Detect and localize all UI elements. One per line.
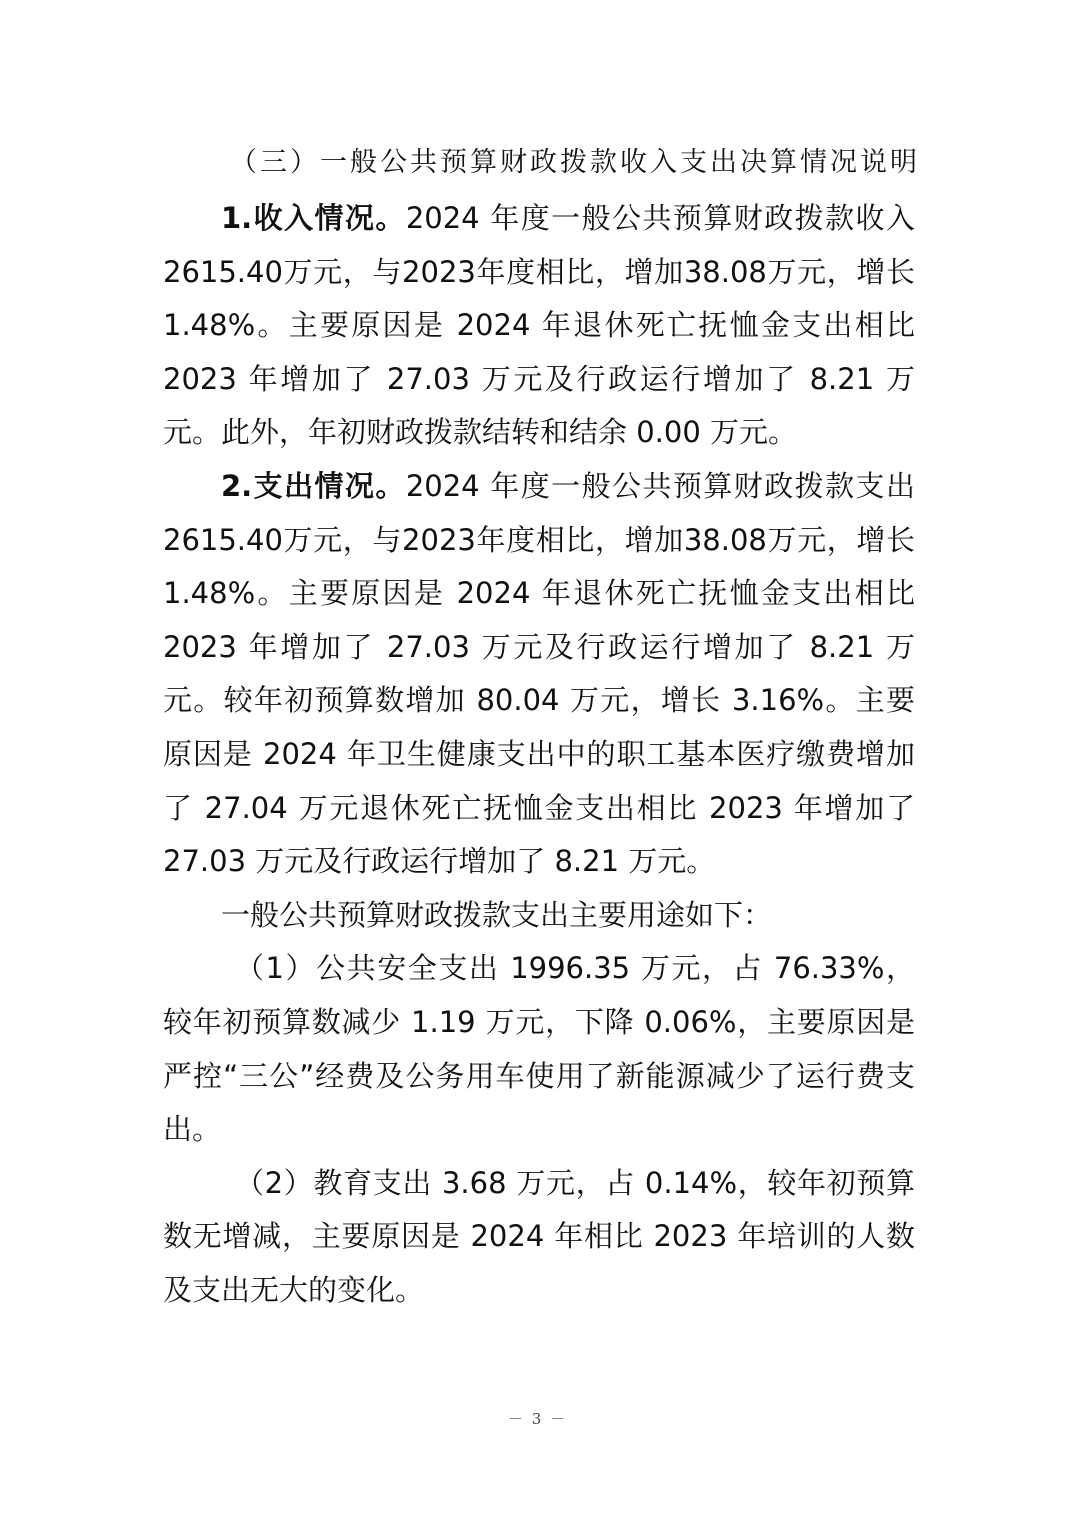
page-number: － 3 － xyxy=(507,1410,568,1428)
document-body xyxy=(163,192,915,1317)
expenditure-paragraph xyxy=(163,460,915,889)
use-item-public-security: （1）公共安全支出 1996.35 万元，占 76.33%，较年初预算数减少 1.19 万元，下降 0.06%，主要原因是严控“三公”经费及公务用车使用了新能源减少了运行费支出。 xyxy=(163,951,915,1147)
income-paragraph xyxy=(163,192,915,460)
expenditure-text: 2024 年度一般公共预算财政拨款支出 2615.40万元，与2023年度相比，增加38.08万元，增长1.48%。主要原因是 2024 年退休死亡抚恤金支出相比 2023 年增加了 27.03 万元及行政运行增加了 8.21 万元。较年初预算数增加 80.04 万元，增长 3.16%。主要原因是 2024 年卫生健康支出中的职工基本医疗缴费增加了 27.04 万元退休死亡抚恤金支出相比 2023 年增加了 27.03 万元及行政运行增加了 8.21 万元。 xyxy=(163,468,915,879)
income-text: 2024 年度一般公共预算财政拨款收入 2615.40万元，与2023年度相比，增加38.08万元，增长1.48%。主要原因是 2024 年退休死亡抚恤金支出相比 2023 年增加了 27.03 万元及行政运行增加了 8.21 万元。此外，年初财政拨款结转和结余 0.00 万元。 xyxy=(163,201,915,450)
section-heading: （三）一般公共预算财政拨款收入支出决算情况说明 xyxy=(230,147,920,178)
income-lead: 1.收入情况。 xyxy=(221,201,406,235)
uses-intro-paragraph: 一般公共预算财政拨款支出主要用途如下： xyxy=(221,897,773,932)
expenditure-lead: 2.支出情况。 xyxy=(221,468,406,503)
use-item-education: （2）教育支出 3.68 万元，占 0.14%，较年初预算数无增减，主要原因是 2024 年相比 2023 年培训的人数及支出无大的变化。 xyxy=(163,1165,915,1307)
